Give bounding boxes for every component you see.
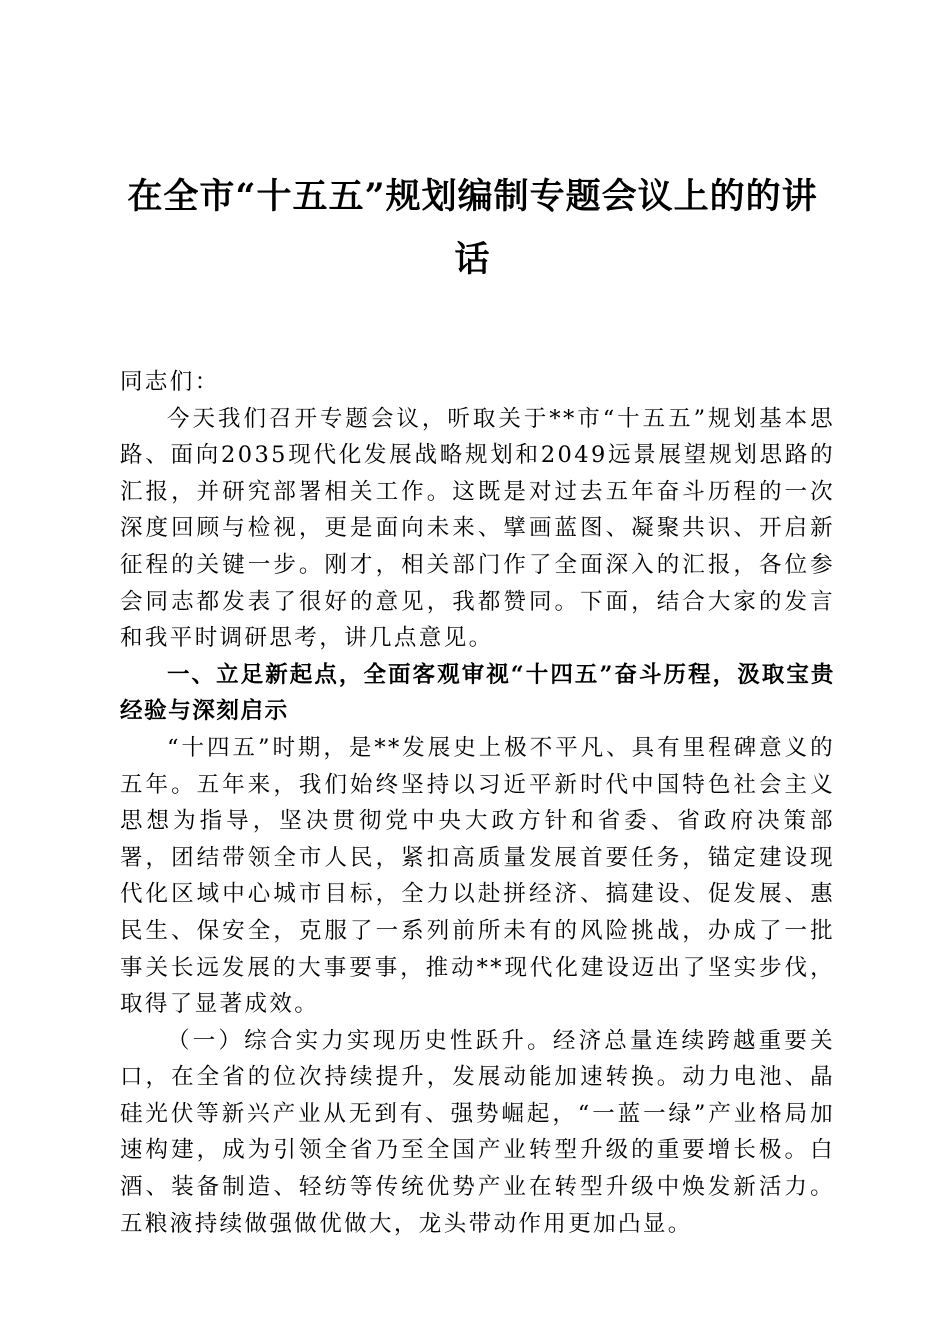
document-title: 在全市“十五五”规划编制专题会议上的的讲话 — [127, 176, 818, 280]
section-heading-1: 一、立足新起点，全面客观审视“十四五”奋斗历程，汲取宝贵经验与深刻启示 — [120, 661, 835, 725]
paragraph-strength-text: 经济总量连续跨越重要关口，在全省的位次持续提升，发展动能加速转换。动力电池、晶硅光伏等新兴产业从无到有、强势崛起，“一蓝一绿”产业格局加速构建，成为引领全省乃至全国产业转型升级的重要增长极。白酒、装备制造、轻纺等传统优势产业在转型升级中焕发新活力。五粮液持续做强做优做大，龙头带动作用更加凸显。 — [120, 1027, 835, 1237]
paragraph-review: “十四五”时期，是**发展史上极不平凡、具有里程碑意义的五年。五年来，我们始终坚持以习近平新时代中国特色社会主义思想为指导，坚决贯彻党中央大政方针和省委、省政府决策部署，团结带领全市人民，紧扣高质量发展首要任务，锚定建设现代化区域中心城市目标，全力以赴拼经济、搞建设、促发展、惠民生、保安全，克服了一系列前所未有的风险挑战，办成了一批事关长远发展的大事要事，推动**现代化建设迈出了坚实步伐，取得了显著成效。 — [120, 734, 835, 1018]
paragraph-intro: 今天我们召开专题会议，听取关于**市“十五五”规划基本思路、面向2035现代化发展战略规划和2049远景展望规划思路的汇报，并研究部署相关工作。这既是对过去五年奋斗历程的一次深度回顾与检视，更是面向未来、擘画蓝图、凝聚共识、开启新征程的关键一步。刚才，相关部门作了全面深入的汇报，各位参会同志都发表了很好的意见，我都赞同。下面，结合大家的发言和我平时调研思考，讲几点意见。 — [120, 405, 835, 652]
subheading-lead: （一）综合实力实现历史性跃升。 — [167, 1027, 553, 1054]
salutation: 同志们： — [120, 369, 220, 395]
document-body — [120, 364, 835, 1242]
paragraph-strength — [120, 1023, 835, 1243]
